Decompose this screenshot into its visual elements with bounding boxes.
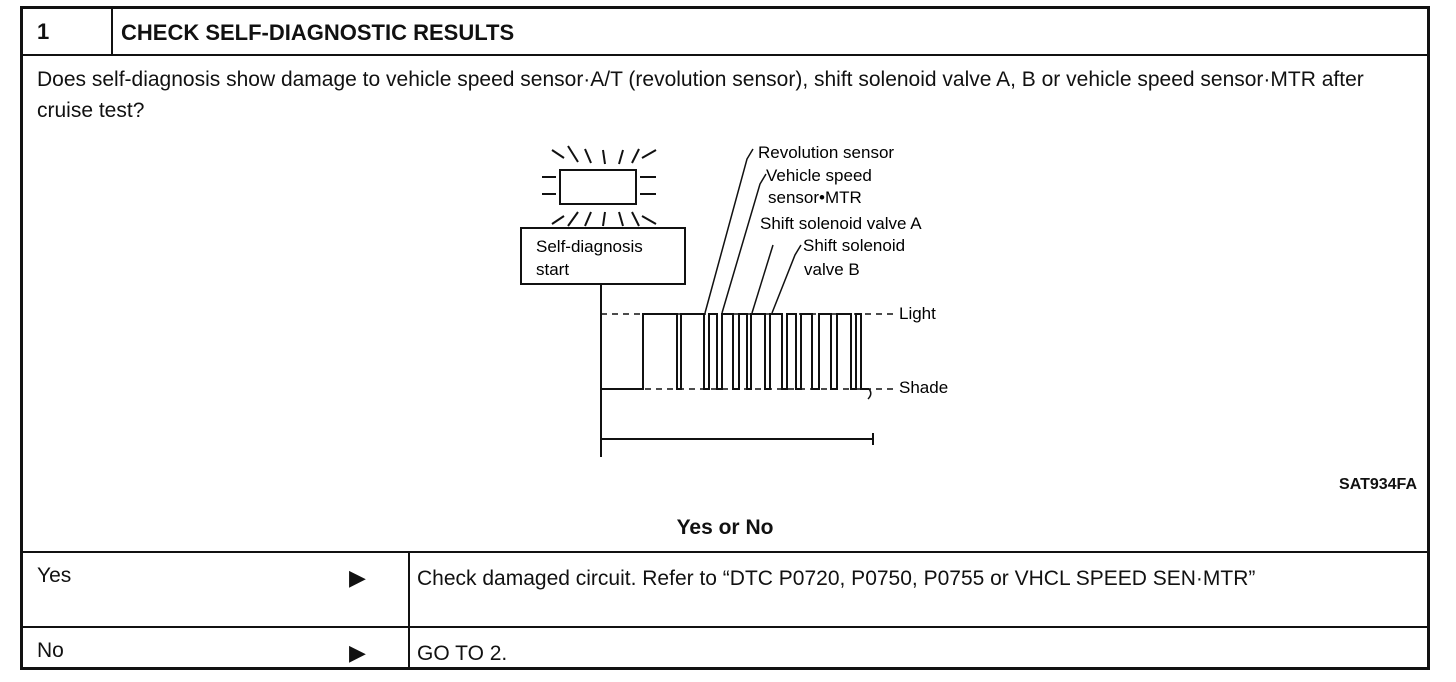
right-arrow-icon: ▶ [349,640,366,665]
shift-solenoid-a-label: Shift solenoid valve A [760,214,922,233]
right-arrow-icon: ▶ [349,565,366,590]
shift-solenoid-b-label-line2: valve B [804,260,860,279]
result-row-no [23,626,1427,670]
shift-solenoid-b-label-line1: Shift solenoid [803,236,906,255]
start-box-label-line2: start [536,260,570,279]
answer-label: No [37,639,64,662]
start-box-label-line1: Self-diagnosis [536,237,643,256]
vehicle-speed-sensor-label-line1: Vehicle speed [766,166,872,185]
step-question: Does self-diagnosis show damage to vehicle speed sensor·A/T (revolution sensor), shift solenoid valve A, B or vehicle speed sensor·MTR after cruise test? [37,68,1364,122]
self-diagnosis-waveform-diagram [23,9,1427,479]
column-divider [408,553,410,626]
light-level-label: Light [899,304,936,323]
flashing-lamp-icon [542,146,656,226]
shade-level-label: Shade [899,378,949,397]
action-text: GO TO 2. [417,642,508,665]
column-divider [408,628,410,670]
shade-end-squiggle [868,389,871,399]
diagnostic-step-table [20,6,1430,670]
yes-or-no-heading: Yes or No [676,516,774,539]
step-number: 1 [23,9,113,54]
revolution-sensor-label: Revolution sensor [758,143,895,162]
figure-code: SAT934FA [1339,476,1417,493]
flash-pulse-waveform [601,314,869,389]
result-row-yes [23,551,1427,626]
vehicle-speed-sensor-label-line2: sensor•MTR [768,188,862,207]
action-text: Check damaged circuit. Refer to “DTC P0720, P0750, P0755 or VHCL SPEED SEN·MTR” [417,567,1256,590]
answer-label: Yes [37,564,72,587]
step-title: CHECK SELF-DIAGNOSTIC RESULTS [121,20,515,45]
